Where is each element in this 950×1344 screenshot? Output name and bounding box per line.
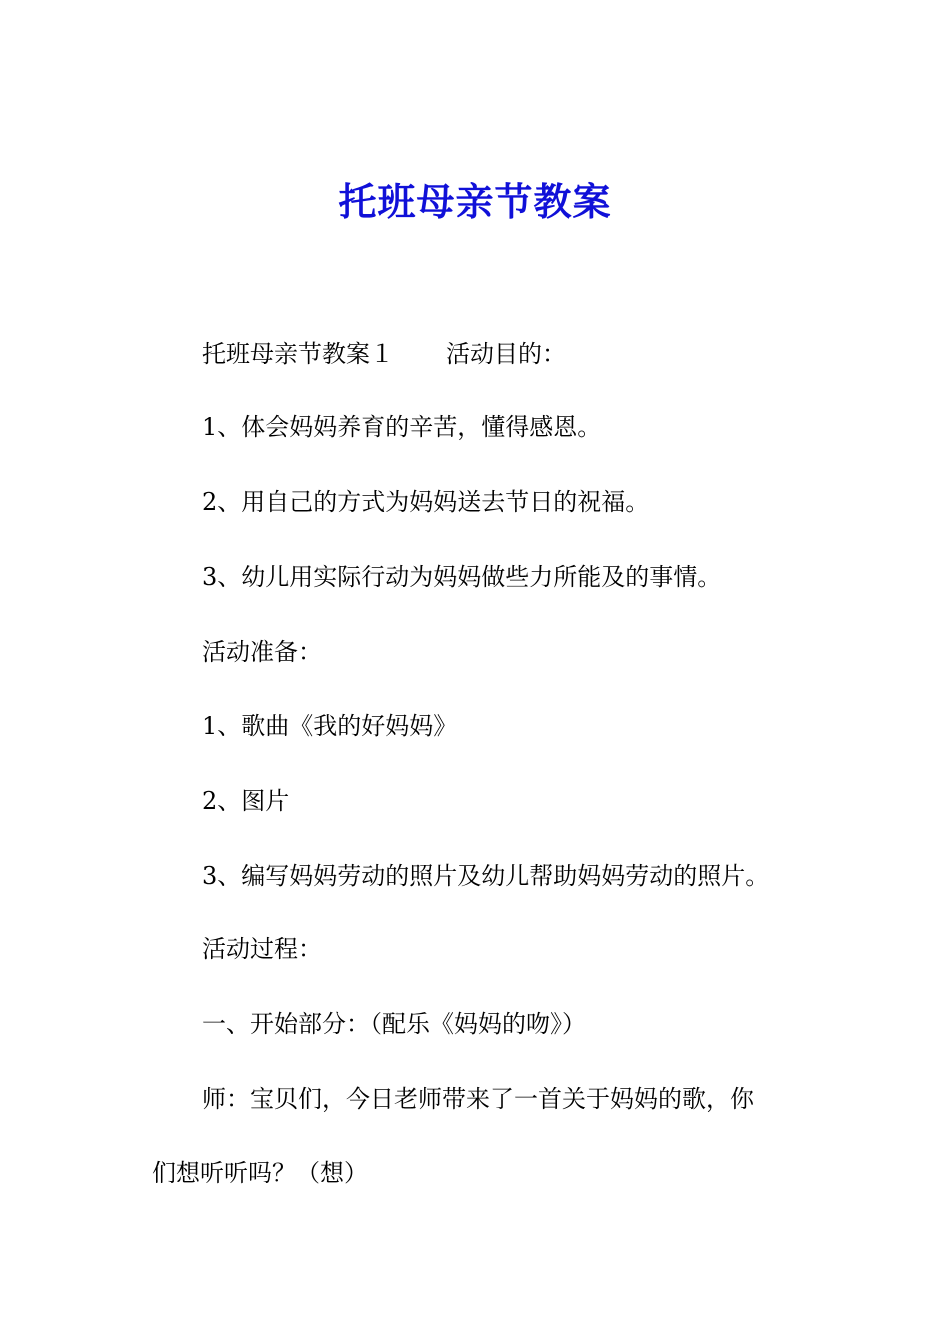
section-heading: 托班母亲节教案１ [202, 340, 394, 368]
paragraph-line: 2、用自己的方式为妈妈送去节日的祝福。 [202, 488, 650, 516]
paragraph-line: 1、歌曲《我的好妈妈》 [202, 712, 458, 740]
paragraph-line: 3、编写妈妈劳动的照片及幼儿帮助妈妈劳动的照片。 [202, 862, 770, 890]
paragraph-line: 2、图片 [202, 787, 290, 815]
paragraph-line: 活动准备： [202, 638, 322, 666]
paragraph-line: 1、体会妈妈养育的辛苦，懂得感恩。 [202, 413, 602, 441]
paragraph-line: 3、幼儿用实际行动为妈妈做些力所能及的事情。 [202, 563, 722, 591]
paragraph-line: 活动过程： [202, 935, 322, 963]
paragraph-line: 一、开始部分：（配乐《妈妈的吻》） [202, 1010, 586, 1038]
document-title: 托班母亲节教案 [338, 179, 612, 224]
paragraph-line: 师：宝贝们，今日老师带来了一首关于妈妈的歌，你 [202, 1085, 754, 1113]
paragraph-line [202, 337, 566, 371]
paragraph-line: 们想听听吗？（想） [152, 1159, 368, 1187]
objective-heading: 活动目的： [446, 340, 566, 368]
